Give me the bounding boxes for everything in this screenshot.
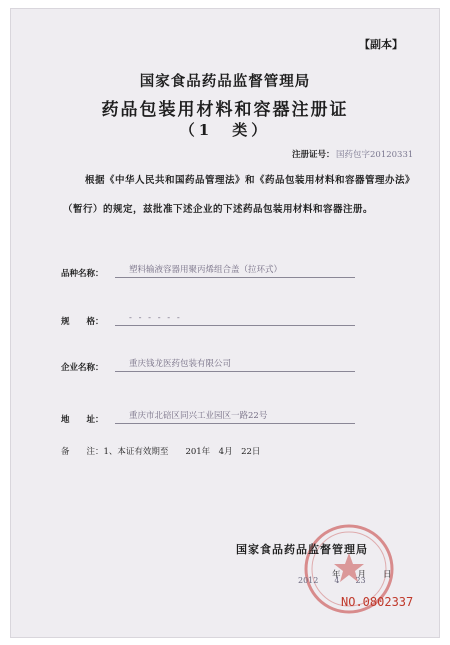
- product-value: 塑料输液容器用聚丙烯组合盖（拉环式）: [115, 263, 355, 278]
- serial-number: NO.0802337: [341, 595, 414, 609]
- certificate-class: （1 类）: [179, 121, 271, 139]
- note-line: [61, 445, 260, 457]
- registration-number: 国药包字20120331: [336, 150, 414, 160]
- approval-text: 根据《中华人民共和国药品管理法》和《药品包装用材料和容器管理办法》（暂行）的规定，兹批准下述企业的下述药品包装用材料和容器注册。: [63, 175, 416, 215]
- address-label: 地 址：: [61, 415, 104, 425]
- company-value: 重庆钱龙医药包装有限公司: [115, 357, 355, 372]
- issuer-name: 国家食品药品监督管理局: [236, 543, 368, 556]
- issue-date-labels: 年 月 日: [332, 570, 392, 580]
- product-label: 品种名称：: [61, 269, 104, 279]
- agency-name: 国家食品药品监督管理局: [139, 73, 311, 90]
- address-value: 重庆市北碚区同兴工业园区一路22号: [115, 409, 355, 424]
- certificate-title: 药品包装用材料和容器注册证: [101, 100, 349, 120]
- certificate-page: [10, 8, 440, 638]
- registration-label: 注册证号：: [292, 150, 335, 160]
- spec-label: 规 格：: [61, 317, 104, 327]
- company-label: 企业名称：: [61, 363, 104, 373]
- note-date: 201年 4月 22日: [185, 447, 261, 457]
- note-text: 1、本证有效期至: [103, 447, 169, 457]
- spec-value: - - - - - -: [115, 311, 355, 326]
- issue-date: 2012 4 23: [298, 576, 366, 585]
- note-label: 备 注：: [61, 447, 104, 457]
- copy-tag: 【副本】: [359, 38, 403, 51]
- approval-paragraph: [63, 166, 427, 224]
